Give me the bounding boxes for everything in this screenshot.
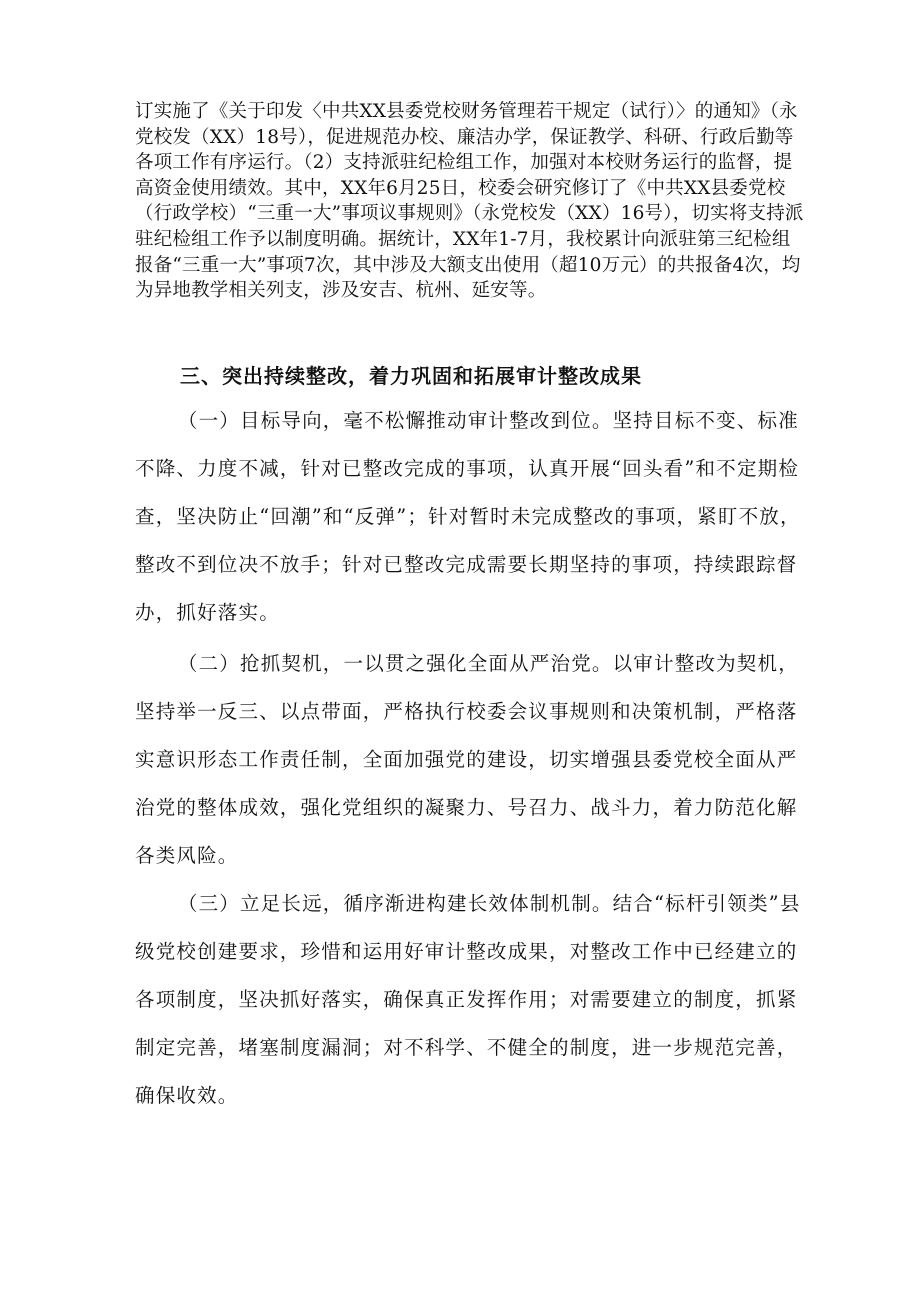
section-heading: 三、突出持续整改，着力巩固和拓展审计整改成果: [180, 364, 642, 388]
intro-paragraph: 订实施了《关于印发〈中共XX县委党校财务管理若干规定（试行）〉的通知》（永党校发（XX）18号），促进规范办校、廉洁办学，保证教学、科研、行政后勤等各项工作有序运行。（2）支持派驻纪检组工作，加强对本校财务运行的监督，提高资金使用绩效。其中，XX年6月25日，校委会研究修订了《中共XX县委党校（行政学校）“三重一大”事项议事规则》（永党校发（XX）16号），切实将支持派驻纪检组工作予以制度明确。据统计，XX年1-7月，我校累计向派驻第三纪检组报备“三重一大”事项7次，其中涉及大额支出使用（超10万元）的共报备4次，均为异地教学相关列支，涉及安吉、杭州、延安等。: [135, 101, 804, 302]
paragraph-2: （二）抢抓契机，一以贯之强化全面从严治党。以审计整改为契机，坚持举一反三、以点带面，严格执行校委会议事规则和决策机制，严格落实意识形态工作责任制，全面加强党的建设，切实增强县委党校全面从严治党的整体成效，强化党组织的凝聚力、号召力、战斗力，着力防范化解各类风险。: [135, 652, 799, 867]
paragraph-1: （一）目标导向，毫不松懈推动审计整改到位。坚持目标不变、标准不降、力度不减，针对已整改完成的事项，认真开展“回头看”和不定期检查，坚决防止“回潮”和“反弹”；针对暂时未完成整改的事项，紧盯不放，整改不到位决不放手；针对已整改完成需要长期坚持的事项，持续跟踪督办，抓好落实。: [135, 409, 801, 624]
paragraph-3: （三）立足长远，循序渐进构建长效体制机制。结合“标杆引领类”县级党校创建要求，珍惜和运用好审计整改成果，对整改工作中已经建立的各项制度，坚决抓好落实，确保真正发挥作用；对需要建立的制度，抓紧制定完善，堵塞制度漏洞；对不科学、不健全的制度，进一步规范完善，确保收效。: [135, 892, 801, 1107]
